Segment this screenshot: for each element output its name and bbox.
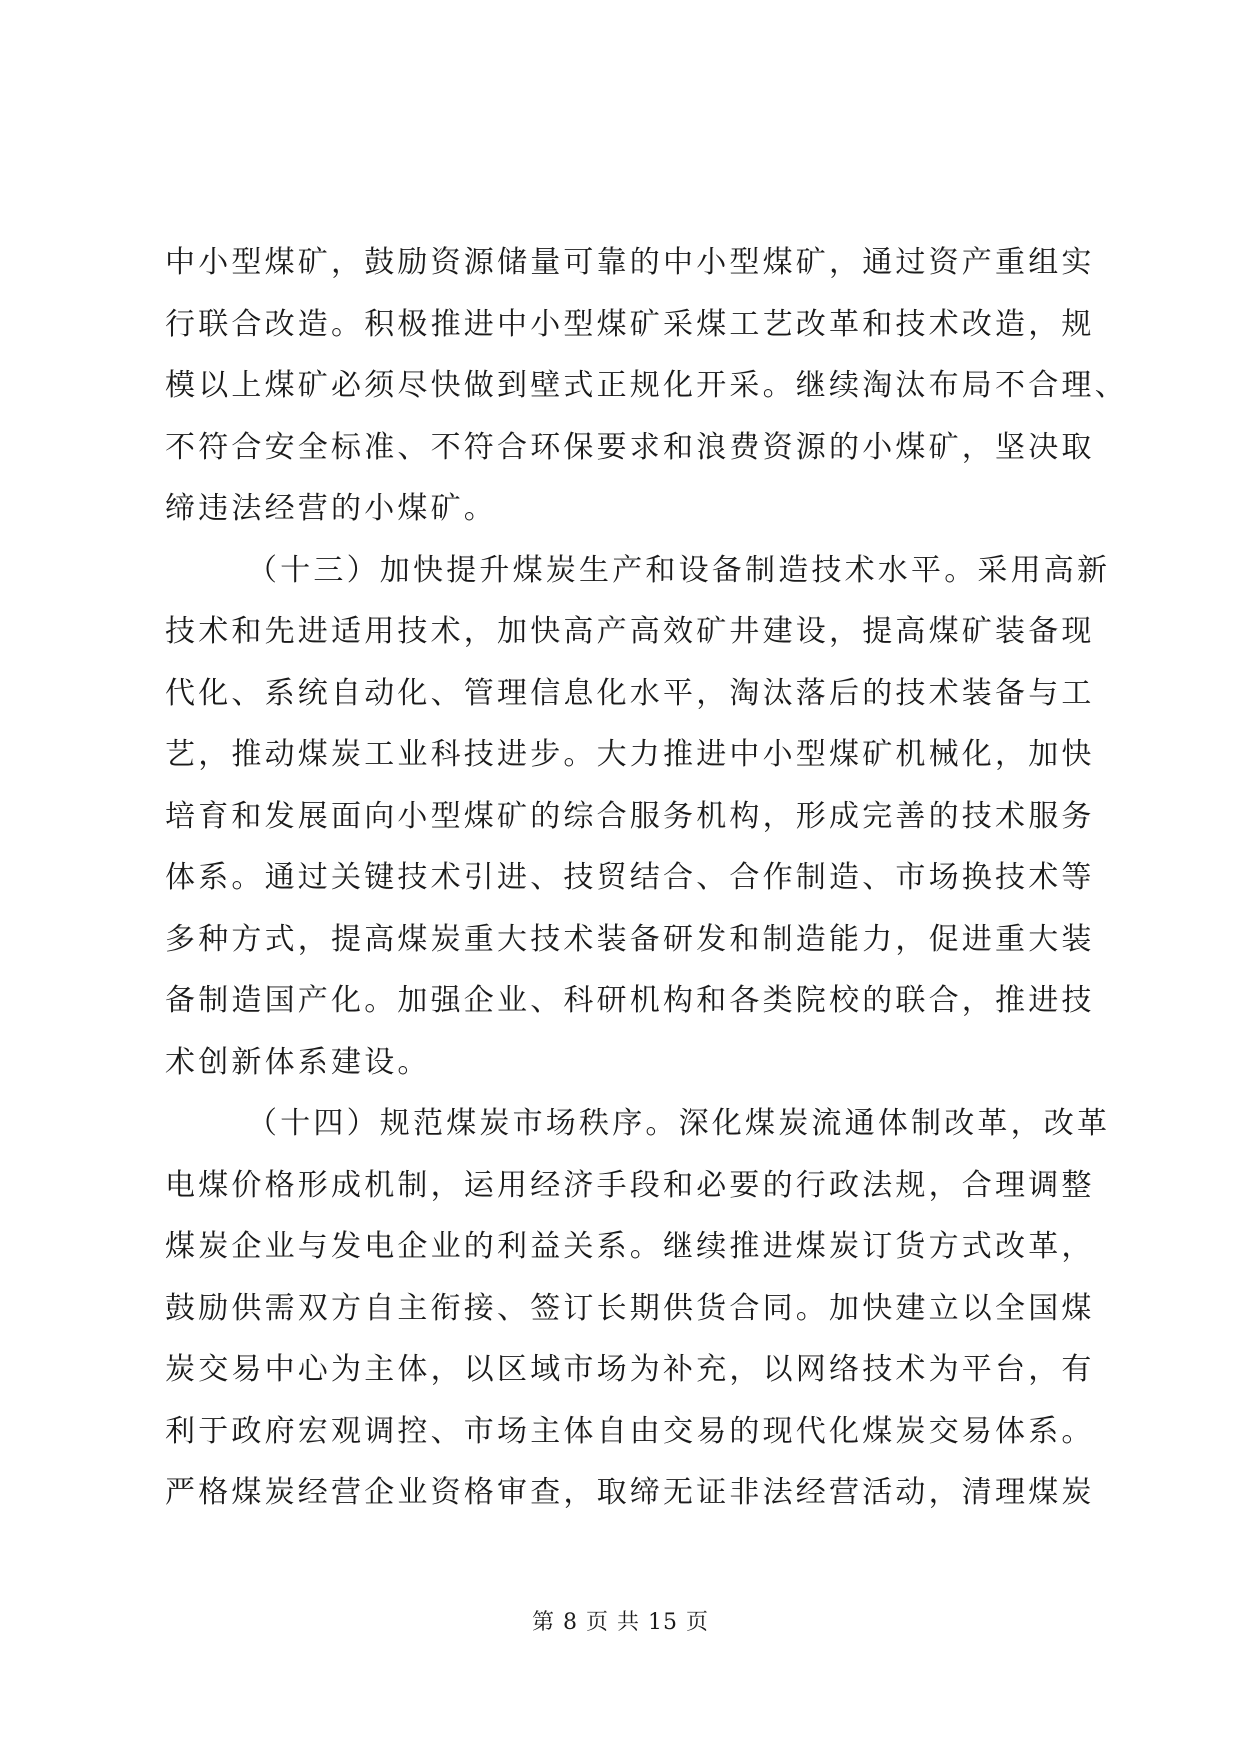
text-line: 多种方式，提高煤炭重大技术装备研发和制造能力，促进重大装 <box>165 921 1095 957</box>
body-text <box>165 232 1128 1524</box>
paragraph-first-line: （十四）规范煤炭市场秩序。深化煤炭流通体制改革，改革 <box>247 1106 1111 1141</box>
text-line: 模以上煤矿必须尽快做到壁式正规化开采。继续淘汰布局不合理、 <box>165 368 1128 403</box>
text-line: 中小型煤矿，鼓励资源储量可靠的中小型煤矿，通过资产重组实 <box>165 245 1095 280</box>
text-line: 不符合安全标准、不符合环保要求和浪费资源的小煤矿，坚决取 <box>165 429 1095 465</box>
text-line: 缔违法经营的小煤矿。 <box>165 491 497 526</box>
text-line: 代化、系统自动化、管理信息化水平，淘汰落后的技术装备与工 <box>165 675 1095 711</box>
text-line: 鼓励供需双方自主衔接、签订长期供货合同。加快建立以全国煤 <box>165 1290 1095 1326</box>
text-line: 技术和先进适用技术，加快高产高效矿井建设，提高煤矿装备现 <box>165 614 1095 649</box>
text-line: 利于政府宏观调控、市场主体自由交易的现代化煤炭交易体系。 <box>165 1413 1095 1449</box>
text-line: 培育和发展面向小型煤矿的综合服务机构，形成完善的技术服务 <box>165 798 1095 834</box>
text-line: 严格煤炭经营企业资格审查，取缔无证非法经营活动，清理煤炭 <box>165 1475 1095 1510</box>
text-line: 煤炭企业与发电企业的利益关系。继续推进煤炭订货方式改革， <box>165 1229 1095 1264</box>
text-line: 术创新体系建设。 <box>165 1044 431 1080</box>
paragraph-first-line: （十三）加快提升煤炭生产和设备制造技术水平。采用高新 <box>247 552 1111 588</box>
text-line: 炭交易中心为主体，以区域市场为补充，以网络技术为平台，有 <box>165 1352 1095 1387</box>
text-line: 备制造国产化。加强企业、科研机构和各类院校的联合，推进技 <box>165 983 1095 1018</box>
text-line: 电煤价格形成机制，运用经济手段和必要的行政法规，合理调整 <box>165 1167 1095 1203</box>
text-line: 艺，推动煤炭工业科技进步。大力推进中小型煤矿机械化，加快 <box>165 737 1095 772</box>
page-number-footer: 第 8 页 共 15 页 <box>532 1610 709 1635</box>
text-line: 行联合改造。积极推进中小型煤矿采煤工艺改革和技术改造，规 <box>165 306 1095 342</box>
text-line: 体系。通过关键技术引进、技贸结合、合作制造、市场换技术等 <box>165 860 1095 895</box>
